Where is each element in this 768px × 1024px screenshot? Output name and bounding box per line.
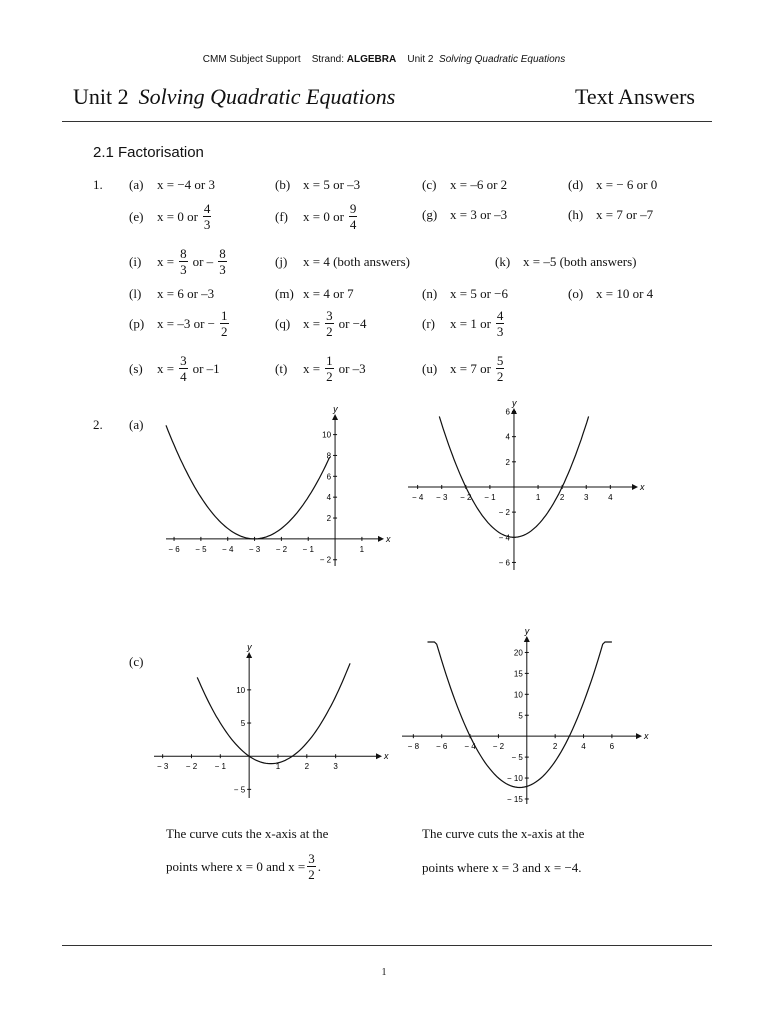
y-tick-label: − 5 [233,785,246,795]
header-strand: ALGEBRA [346,54,397,65]
question-1-number: 1. [93,177,103,192]
answer-value: x = −4 or 3 [157,177,215,192]
page-number: 1 [381,967,387,978]
x-tick-label: − 2 [185,762,198,772]
y-tick-label: 4 [505,432,510,442]
y-tick-label: − 4 [498,533,510,543]
answer-fraction: $\frac{3}{2}$ [326,308,333,339]
answer-value: x = 10 or 4 [596,286,654,301]
x-tick-label: − 4 [464,742,476,752]
x-tick-label: − 6 [436,742,448,752]
footer-divider [62,945,712,946]
x-tick-label: − 4 [411,492,424,502]
x-tick-label: − 2 [492,742,505,752]
note-2c-line1: The curve cuts the x-axis at the [166,826,329,841]
y-tick-label: 5 [240,719,246,729]
answer-fraction: $\frac{4}{3}$ [203,201,211,232]
answer-fraction-2: $\frac{8}{3}$ [219,246,226,277]
answer-value: x = 6 or –3 [157,286,215,301]
x-tick-label: 1 [359,544,365,554]
x-tick-label: − 1 [484,492,496,502]
answer-1k [495,254,636,270]
x-tick-label: − 6 [168,544,180,554]
answer-label: (o) [568,286,584,301]
x-axis-arrow [376,753,382,759]
y-tick-label: − 15 [507,794,523,804]
answer-1c [422,177,507,193]
note-2c-line2: points where x = 0 and x = $\frac{3}{2}$ . [166,851,321,882]
answer-value: x = –6 or 2 [450,177,508,192]
section-heading: 2.1 Factorisation [93,144,204,161]
answer-1h [568,207,653,223]
answer-label: (k) [495,254,511,269]
answer-value: x = 1 or $\frac{4}{3}$ [450,308,504,339]
answer-1t [275,354,366,383]
x-tick-label: 1 [275,762,281,772]
graph-2a [158,404,391,580]
y-tick-label: 8 [326,451,332,461]
y-axis-arrow [332,414,338,420]
answer-label: (f) [275,208,288,224]
answer-fraction: $\frac{4}{3}$ [496,308,504,339]
note-2c-num: 3 [308,851,315,866]
answer-fraction: $\frac{5}{2}$ [496,353,504,384]
answer-value: x = 4 (both answers) [303,254,410,269]
x-tick-label: 6 [609,742,615,752]
x-tick-label: − 2 [460,492,472,502]
answer-value: x = 7 or $\frac{5}{2}$ [450,353,504,384]
answer-value: x = 7 or –7 [596,207,654,222]
page-title [73,84,395,110]
x-tick-label: − 5 [195,544,207,554]
answer-1o [568,286,653,302]
answer-label: (b) [275,177,291,192]
x-tick-label: − 3 [248,544,261,554]
answer-1s [129,354,220,383]
answer-fraction: $\frac{1}{2}$ [221,308,228,339]
answer-value: x = $\frac{3}{2}$ or −4 [303,308,367,339]
answer-1b [275,177,360,193]
answer-value: x = 0 or $\frac{9}{4}$ [303,201,357,232]
answer-label: (g) [422,207,438,222]
y-axis-label: y [524,626,530,636]
answer-value: x = − 6 or 0 [596,177,658,192]
x-axis-label: x [386,533,391,544]
x-tick-label: 3 [333,762,338,772]
y-tick-label: 10 [236,685,246,695]
answer-value: x = 0 or $\frac{4}{3}$ [157,201,211,232]
answer-1l [129,286,214,302]
x-tick-label: 1 [535,492,541,502]
x-axis-arrow [636,733,642,739]
answer-1r [422,309,506,338]
answer-label: (p) [129,315,145,331]
answer-1e [129,202,213,231]
answer-label: (e) [129,208,144,224]
note-2c-fraction [307,852,316,881]
answer-label: (j) [275,254,288,269]
x-tick-label: − 1 [214,762,226,772]
answer-1g [422,207,507,223]
header-unit: Unit 2 [407,54,434,65]
answer-label: (r) [422,315,435,331]
y-tick-label: 4 [326,493,332,503]
y-tick-label: 6 [326,472,332,482]
y-tick-label: 2 [505,457,510,467]
x-tick-label: 4 [608,492,613,502]
answer-label: (i) [129,253,142,269]
y-tick-label: − 5 [511,753,523,763]
header-topic: Solving Quadratic Equations [439,54,566,65]
answer-1j [275,254,410,270]
answer-1a [129,177,215,193]
graph-2c [148,642,389,810]
question-2-number: 2. [93,417,103,432]
answer-fraction: $\frac{9}{4}$ [349,201,357,232]
answer-label: (c) [422,177,437,192]
y-tick-label: − 10 [507,774,523,784]
y-tick-label: − 2 [498,508,510,518]
answer-fraction: $\frac{3}{4}$ [180,353,187,384]
answer-fraction: $\frac{8}{3}$ [180,246,187,277]
title-unit: Unit 2 [73,84,129,109]
y-tick-label: 10 [322,430,332,440]
y-axis-label: y [333,404,338,414]
title-divider [62,121,712,122]
parabola-curve [166,425,330,539]
x-tick-label: 4 [581,742,586,752]
note-2c-den: 2 [308,867,315,882]
answer-label: (m) [275,286,294,301]
x-axis-label: x [640,481,645,492]
x-axis-arrow [378,536,384,542]
answer-1i [129,247,229,276]
y-axis-arrow [524,636,530,642]
y-tick-label: − 2 [319,555,332,565]
y-tick-label: 10 [513,690,523,700]
x-tick-label: 2 [552,742,558,752]
answer-label: (h) [568,207,584,222]
answer-value: x = $\frac{3}{4}$ or –1 [157,353,220,384]
answer-label: (q) [275,315,291,331]
y-tick-label: 5 [518,711,523,721]
answer-value: x = 3 or –3 [450,207,508,222]
header-strand-label: Strand: [311,54,344,65]
answer-1m [275,286,354,302]
answer-1n [422,286,508,302]
x-tick-label: − 1 [302,544,314,554]
answer-label: (d) [568,177,584,192]
note-2d-line2: points where x = 3 and x = −4. [422,860,582,875]
title-right: Text Answers [574,84,695,109]
x-tick-label: 2 [559,492,565,502]
answer-label: (l) [129,286,142,301]
x-tick-label: − 2 [275,544,288,554]
answer-fraction: $\frac{1}{2}$ [326,353,333,384]
parabola-curve [197,663,350,763]
answer-value: x = –5 (both answers) [523,254,637,269]
title-topic: Solving Quadratic Equations [138,84,396,109]
x-axis-label: x [384,751,389,762]
answer-1p [129,309,231,338]
graph-2b [402,398,645,582]
answer-1u [422,354,506,383]
answer-label: (s) [129,360,143,376]
question-2a-label: (a) [129,417,144,432]
y-tick-label: 15 [513,669,523,679]
note-2c-text: points where x = 0 and x = [166,858,306,874]
answer-value: x = $\frac{8}{3}$ or – $\frac{8}{3}$ [157,246,226,277]
answer-value: x = –3 or − $\frac{1}{2}$ [157,308,228,339]
answer-label: (n) [422,286,438,301]
y-axis-label: y [247,642,252,652]
answer-1f [275,202,359,231]
x-axis-arrow [632,484,638,490]
running-header [0,54,768,65]
graph-2d [396,626,649,818]
answer-value: x = 5 or −6 [450,286,508,301]
x-tick-label: − 3 [436,492,448,502]
y-tick-label: 2 [326,514,332,524]
x-tick-label: − 8 [407,742,420,752]
y-tick-label: 6 [505,407,510,417]
y-tick-label: − 6 [498,558,510,568]
x-tick-label: 2 [304,762,310,772]
y-tick-label: 20 [513,648,523,658]
x-tick-label: 3 [584,492,589,502]
answer-label: (u) [422,360,438,376]
answer-label: (a) [129,177,144,192]
x-tick-label: − 4 [222,544,234,554]
answer-value: x = 4 or 7 [303,286,354,301]
y-axis-arrow [246,652,252,658]
header-org: CMM Subject Support [202,54,301,65]
answer-value: x = $\frac{1}{2}$ or –3 [303,353,366,384]
question-2c-label: (c) [129,654,144,669]
answer-1q [275,309,367,338]
answer-value: x = 5 or –3 [303,177,361,192]
note-2d-line1: The curve cuts the x-axis at the [422,826,585,841]
y-axis-label: y [511,398,517,408]
answer-label: (t) [275,360,288,376]
answer-1d [568,177,657,193]
x-tick-label: − 3 [156,762,169,772]
x-axis-label: x [644,731,649,742]
